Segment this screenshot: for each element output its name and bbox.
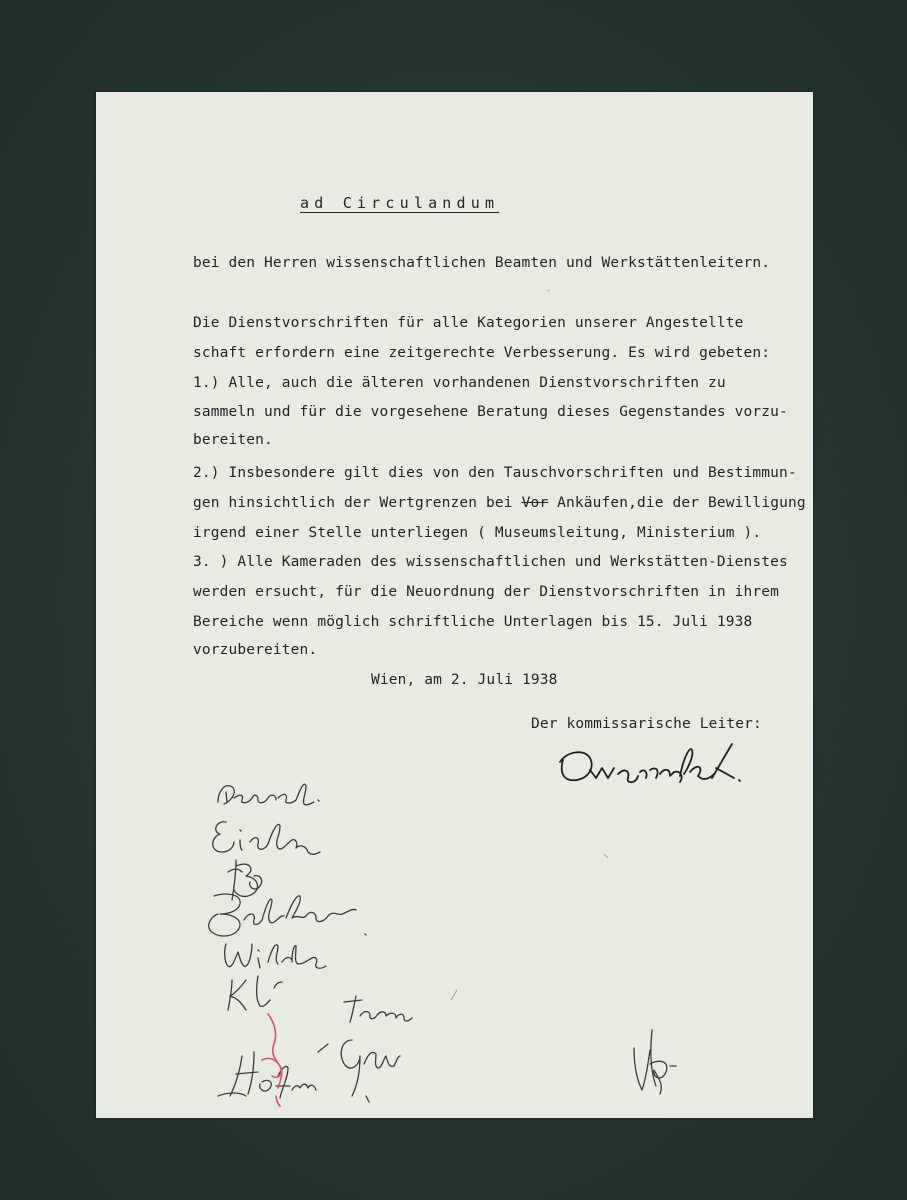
body-line-9: 3. ) Alle Kameraden des wissenschaftlichen und Werkstätten-Dienstes: [193, 554, 788, 570]
date-line: Wien, am 2. Juli 1938: [371, 672, 558, 688]
body-line-2: schaft erfordern eine zeitgerechte Verbesserung. Es wird gebeten:: [193, 345, 771, 361]
document-title: ad Circulandum: [300, 194, 500, 212]
body-line-8: irgend einer Stelle unterliegen ( Museumsleitung, Ministerium ).: [193, 525, 762, 541]
body-line-7: [193, 495, 806, 511]
body-line-10: werden ersucht, für die Neuordnung der Dienstvorschriften in ihrem: [193, 584, 780, 600]
body-line-6: 2.) Insbesondere gilt dies von den Tauschvorschriften und Bestimmun-: [193, 465, 797, 481]
document-sheet: [96, 92, 813, 1118]
body-line-4: sammeln und für die vorgesehene Beratung dieses Gegenstandes vorzu-: [193, 404, 788, 420]
body-line-11: Bereiche wenn möglich schriftliche Unterlagen bis 15. Juli 1938: [193, 614, 753, 630]
body-line-3: 1.) Alle, auch die älteren vorhandenen Dienstvorschriften zu: [193, 375, 726, 391]
struck-word: Vor: [521, 495, 549, 511]
addressee-line: bei den Herren wissenschaftlichen Beamten und Werkstättenleitern.: [193, 255, 771, 271]
body-line-5: bereiten.: [193, 432, 273, 448]
body-line-7-start: gen hinsichtlich der Wertgrenzen bei: [193, 495, 522, 511]
body-line-12: vorzubereiten.: [193, 642, 318, 658]
signatory-title: Der kommissarische Leiter:: [531, 716, 762, 732]
body-line-7-end: Ankäufen,die der Bewilligung: [548, 495, 806, 511]
body-line-1: Die Dienstvorschriften für alle Kategorien unserer Angestellte: [193, 315, 744, 331]
